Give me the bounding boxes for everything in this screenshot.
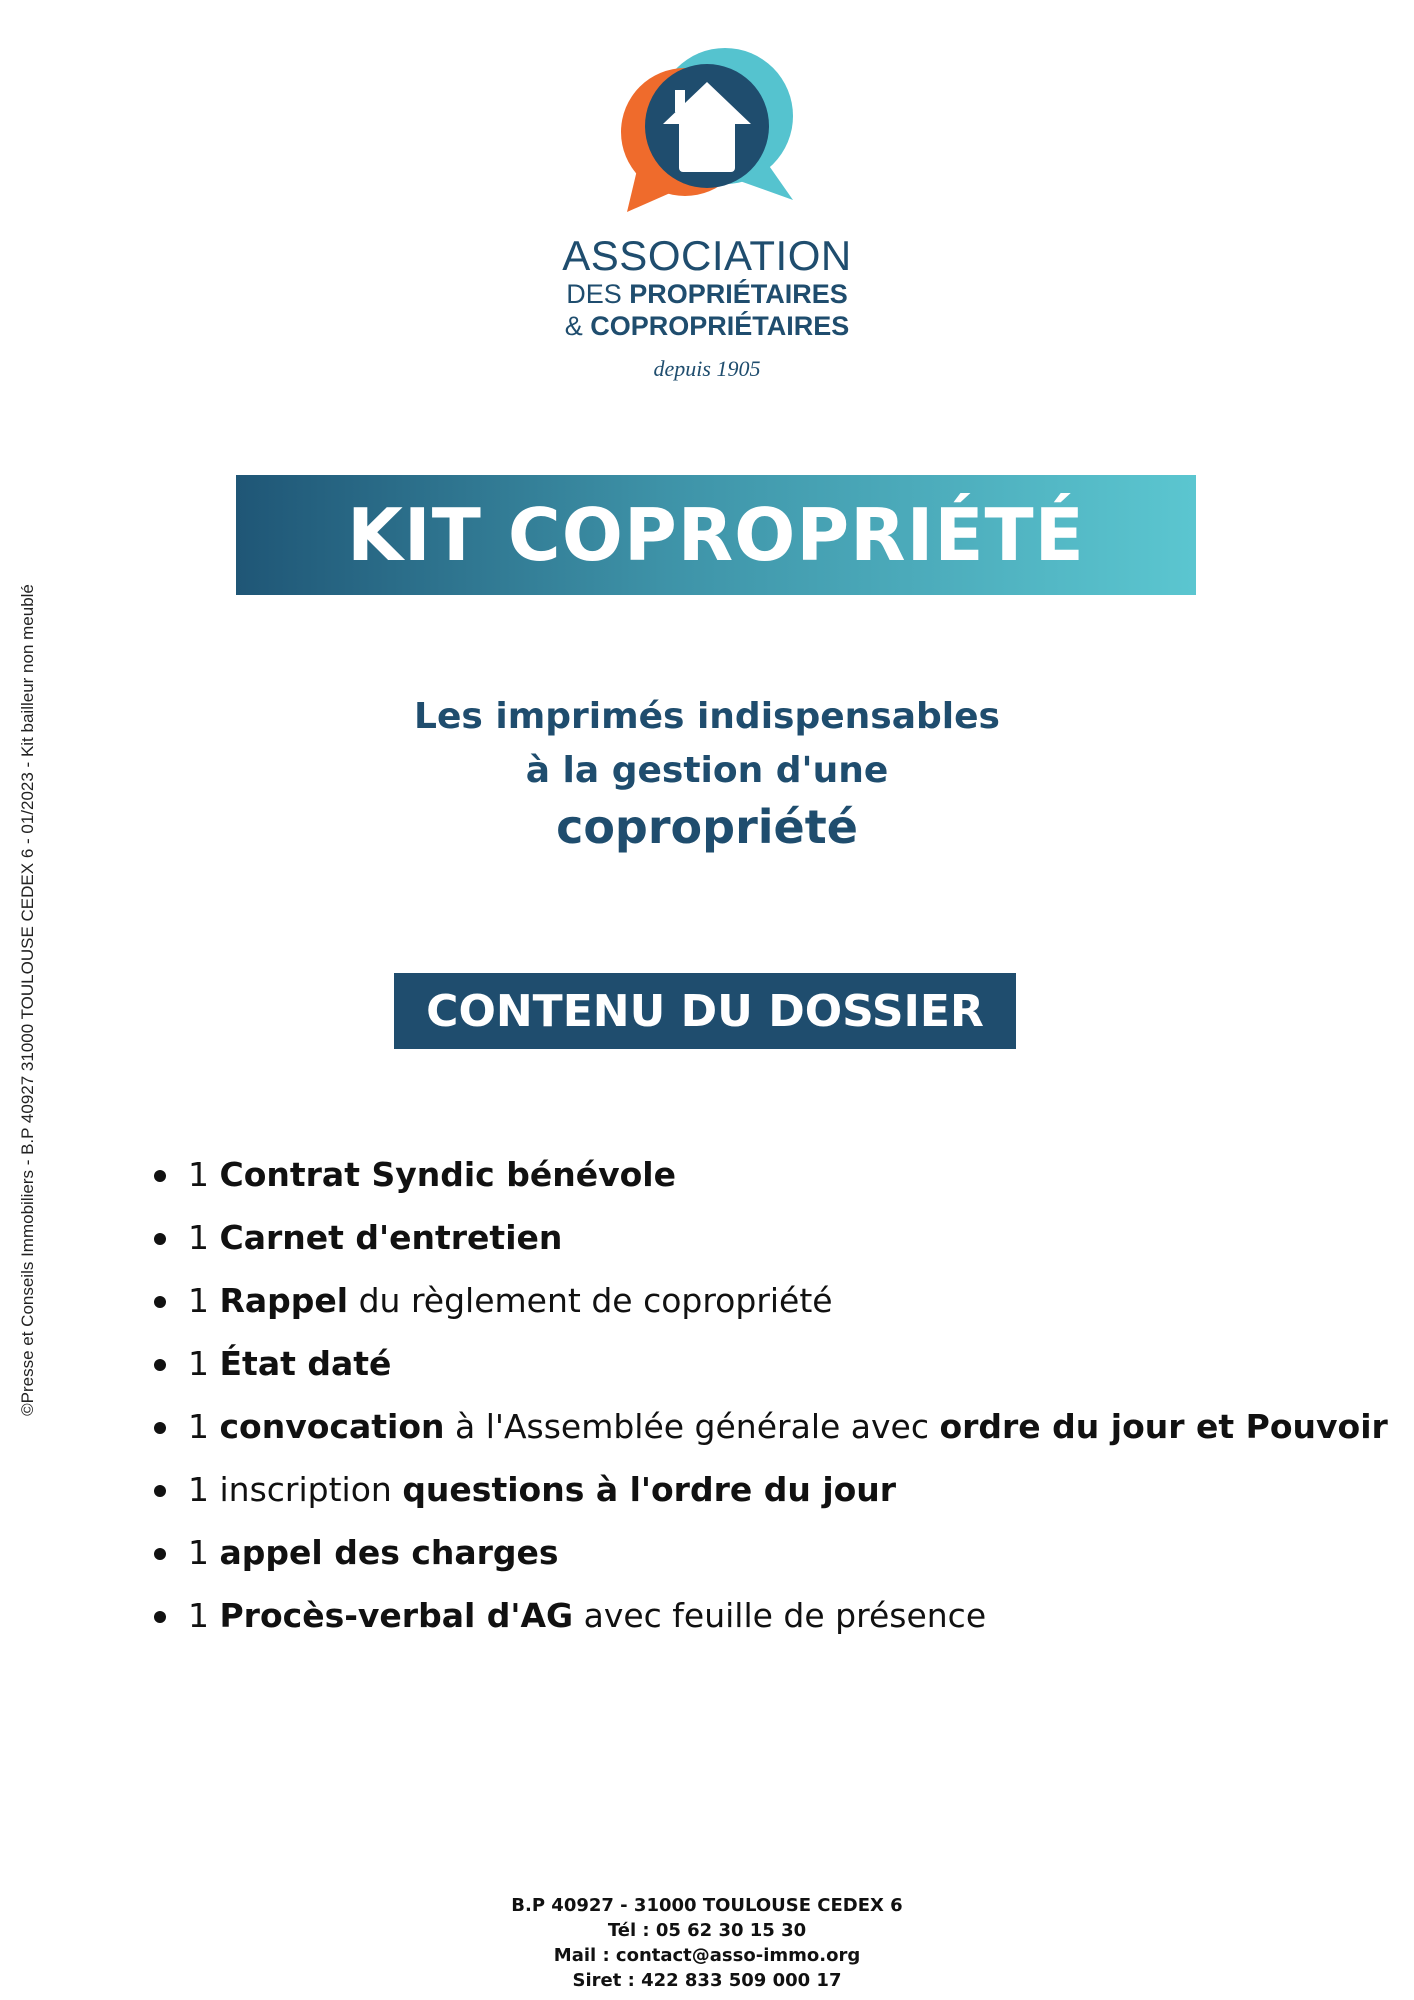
item-text: convocation: [219, 1407, 445, 1446]
item-text: Rappel: [219, 1281, 349, 1320]
item-count: 1: [188, 1344, 220, 1383]
footer-contact: [0, 1893, 1414, 1993]
list-item: [150, 1148, 1388, 1211]
item-count: 1: [188, 1281, 220, 1320]
item-text: ordre du jour et Pouvoir: [939, 1407, 1388, 1446]
contents-title: CONTENU DU DOSSIER: [426, 985, 984, 1037]
kit-title: KIT COPROPRIÉTÉ: [347, 493, 1085, 577]
item-text: appel des charges: [219, 1533, 559, 1572]
logo-line-proprietaires: DES PROPRIÉTAIRES: [566, 279, 848, 309]
contents-list: [150, 1148, 1388, 1652]
kit-title-banner: [236, 475, 1196, 595]
list-item: [150, 1337, 1388, 1400]
item-count: 1: [188, 1407, 220, 1446]
list-item: [150, 1211, 1388, 1274]
list-item: [150, 1589, 1388, 1652]
item-text: Procès-verbal d'AG: [219, 1596, 574, 1635]
subtitle-line-3: copropriété: [556, 800, 858, 854]
list-item: [150, 1526, 1388, 1589]
item-text: Carnet d'entretien: [219, 1218, 563, 1257]
footer-phone: Tél : 05 62 30 15 30: [607, 1920, 807, 1941]
item-count: 1: [188, 1596, 220, 1635]
association-logo: [0, 40, 1414, 382]
item-text: inscription: [219, 1470, 403, 1509]
item-count: 1: [188, 1470, 220, 1509]
logo-line-coproprietaires: & COPROPRIÉTAIRES: [564, 311, 850, 341]
logo-since: depuis 1905: [653, 356, 761, 381]
item-text: avec feuille de présence: [573, 1596, 987, 1635]
item-text: questions à l'ordre du jour: [402, 1470, 897, 1509]
subtitle-line-1: Les imprimés indispensables: [414, 696, 1000, 737]
list-item: [150, 1400, 1388, 1463]
subtitle: [0, 690, 1414, 856]
item-text: à l'Assemblée générale avec: [444, 1407, 940, 1446]
item-text: Contrat Syndic bénévole: [219, 1155, 676, 1194]
logo-line-association: ASSOCIATION: [562, 232, 852, 279]
footer-mail: Mail : contact@asso-immo.org: [553, 1945, 861, 1966]
house-speech-bubble-icon: [597, 40, 817, 220]
copyright-side-note: ©Presse et Conseils Immobiliers - B.P 40927 31000 TOULOUSE CEDEX 6 - 01/2023 - Kit bailleur non meublé: [18, 584, 37, 1416]
item-count: 1: [188, 1533, 220, 1572]
item-count: 1: [188, 1155, 220, 1194]
item-text: État daté: [219, 1344, 392, 1383]
subtitle-line-2: à la gestion d'une: [525, 750, 889, 791]
list-item: [150, 1463, 1388, 1526]
item-text: du règlement de copropriété: [348, 1281, 833, 1320]
footer-address: B.P 40927 - 31000 TOULOUSE CEDEX 6: [511, 1895, 903, 1916]
contents-banner: [394, 973, 1016, 1049]
footer-siret: Siret : 422 833 509 000 17: [572, 1970, 842, 1991]
list-item: [150, 1274, 1388, 1337]
item-count: 1: [188, 1218, 220, 1257]
